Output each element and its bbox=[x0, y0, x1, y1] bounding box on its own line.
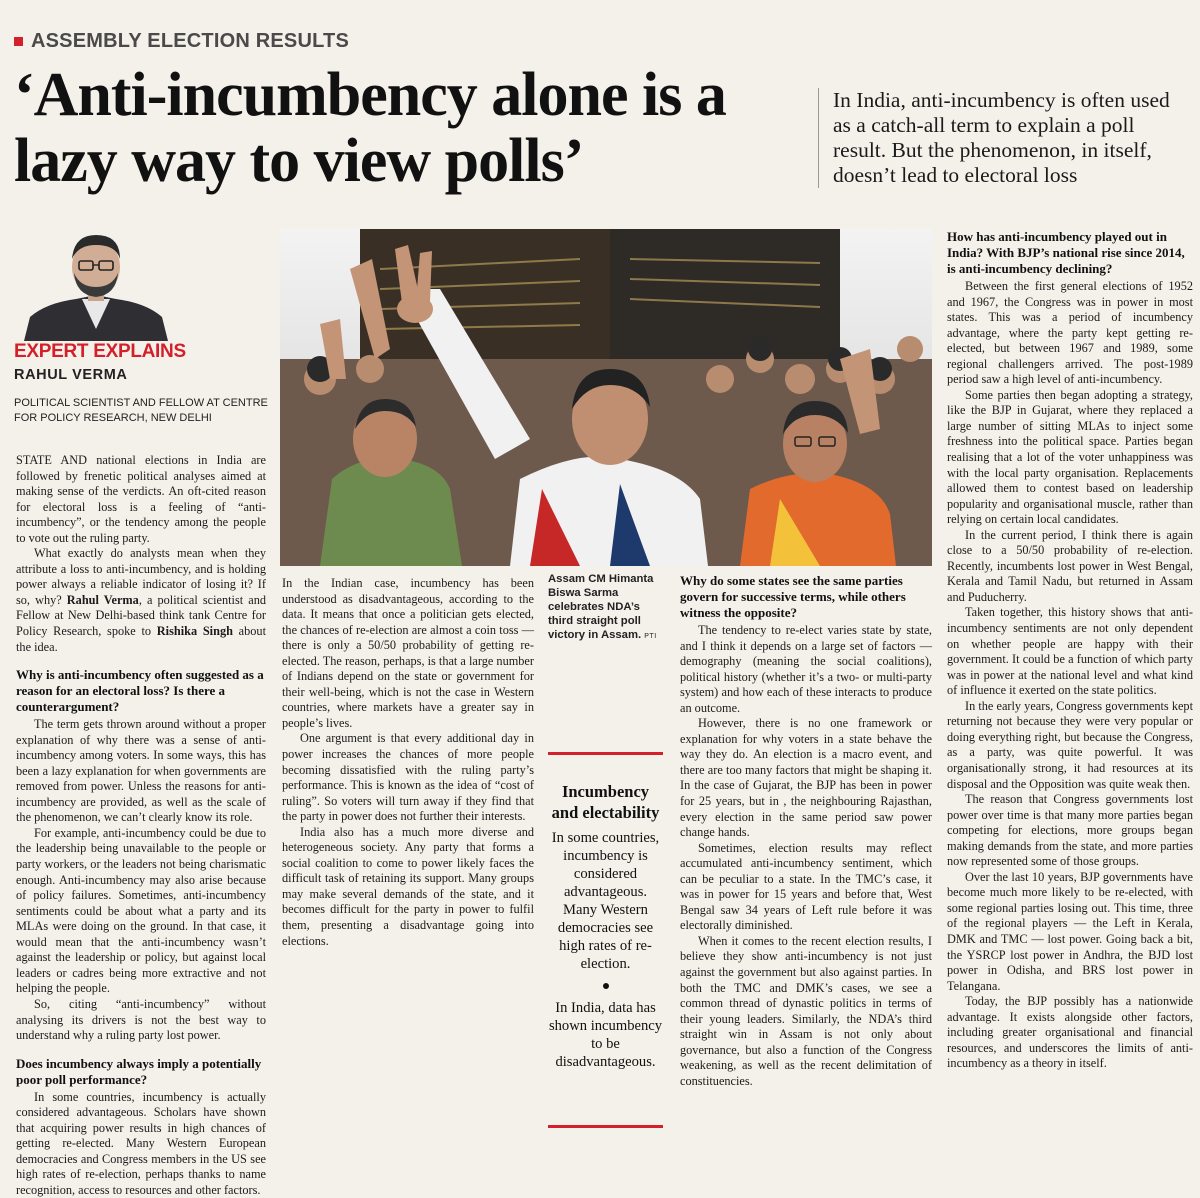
photo-credit: PTI bbox=[644, 633, 657, 640]
answer-4-paragraph-8: Today, the BJP possibly has a nationwide advantage. It exists alongside other factors, including greater organisational and financial resources, and underscores the limits of anti-incumbency as a theory in itself. bbox=[947, 994, 1193, 1071]
pull-quote-title: Incumbency and electability bbox=[551, 782, 660, 822]
kicker-square-icon bbox=[14, 37, 23, 46]
answer-2-paragraph-2: In the Indian case, incumbency has been understood as disadvantageous, according to the data. It means that once a politician gets elected, the chances of re-election are almost a coin toss — there is only a 50/50 probability of getting re-elected. The reason, perhaps, is that a large number of Indians depend on the state or government for their well-being, which is not the case in Western countries, where markets have a greater say in people’s lives. bbox=[282, 576, 534, 730]
answer-4-paragraph-6: The reason that Congress governments lost power over time is that many more parties began competing for elections, more groups began making demands from the state, and more parties now represented some of those groups. bbox=[947, 792, 1193, 869]
question-4: How has anti-incumbency played out in India? With BJP’s national rise since 2014, is anti-incumbency declining? bbox=[947, 229, 1185, 276]
headline: ‘Anti-incumbency alone is a lazy way to view polls’ bbox=[14, 61, 726, 195]
reporter-name: Rishika Singh bbox=[156, 624, 233, 639]
intro-paragraph-1: STATE AND national elections in India are followed by frenetic political analyses aimed at making sense of the verdicts. An oft-cited reason for electoral loss is a feeling of “anti-incumbency”, or the tendency among the people to vote out the ruling party. bbox=[16, 453, 266, 545]
answer-1-paragraph-1: The term gets thrown around without a proper explanation of why there was a sense of anti-incumbency among voters. In some ways, this has been a lazy explanation for when governments are removed from power. Unless the reasons for anti-incumbency are provided, as well as the scale of the phenomenon, we can’t clearly know its role. bbox=[16, 717, 266, 825]
author-portrait bbox=[16, 229, 266, 341]
main-photo bbox=[280, 229, 932, 566]
answer-3-paragraph-4: When it comes to the recent election results, I believe they show anti-incumbency is not just against the government but also against parties. In both the TMC and DMK’s cases, we see a common thread of dynastic politics in terms of their young leaders. Similarly, the NDA’s third straight win in Assam is not only about governance, but also a function of the Congress weakening, as well as the recent delimitation of constituencies. bbox=[680, 933, 932, 1088]
expert-name: Rahul Verma bbox=[66, 592, 139, 607]
author-role: POLITICAL SCIENTIST AND FELLOW AT CENTRE FOR POLICY RESEARCH, NEW DELHI bbox=[14, 397, 268, 424]
section-kicker bbox=[14, 30, 349, 53]
article-column-1 bbox=[16, 453, 266, 1198]
pull-quote-bottom-rule bbox=[548, 1125, 663, 1128]
answer-4-paragraph-5: In the early years, Congress governments kept returning not because they were very popular or doing everything right, but because the Congress, as a party, was quite powerful. It was organisationally strong, it had resources at its disposal and the Opposition was quite weak then. bbox=[947, 698, 1193, 791]
answer-3-paragraph-1: The tendency to re-elect varies state by state, and I think it depends on a large set of factors — demography (meaning the social coalitions), political history (whether it’s a two- or multi-party system) and how each of these interacts to produce an outcome. bbox=[680, 623, 932, 715]
answer-2-paragraph-4: India also has a much more diverse and heterogeneous society. Any party that forms a social coalition to come to power likely faces the difficult task of retaining its support. Many groups may make several demands of the state, and it becomes difficult for the party in power to fulfil them, presenting a disadvantage going into elections. bbox=[282, 824, 534, 948]
answer-4-paragraph-3: In the current period, I think there is again close to a 50/50 probability of re-election. Recently, incumbents lost power in West Bengal, Kerala and Tamil Nadu, but returned in Assam and Puducherry. bbox=[947, 527, 1193, 604]
kicker-label: ASSEMBLY ELECTION RESULTS bbox=[31, 30, 350, 52]
pull-quote-text-1: In some countries, incumbency is considered advantageous. Many Western democracies see high rates of re-election. bbox=[551, 830, 660, 972]
intro-paragraph-2: What exactly do analysts mean when they attribute a loss to anti-incumbency, and is holding power always a reliable indicator of losing it? If so, why? Rahul Verma, a political scientist and Fellow at New Delhi-based think tank Centre for Policy Research, spoke to Rishika Singh about the idea. bbox=[16, 546, 266, 654]
answer-4-paragraph-4: Taken together, this history shows that anti-incumbency sentiments are not only dependent on whether people are happy with their government. It could be a function of which party was in power at the national level and what kind of influence it exerted on the state politics. bbox=[947, 605, 1193, 698]
bullet-dot-icon bbox=[603, 983, 609, 989]
pull-quote-box bbox=[548, 752, 663, 1124]
answer-2-paragraph-3: One argument is that every additional day in power increases the chances of more people becoming dissatisfied with the ruling party’s performance. This is known as the idea of “cost of ruling”. So voters will turn away if they find that the party in power does not further their interests. bbox=[282, 731, 534, 824]
question-2: Does incumbency always imply a potentially poor poll performance? bbox=[16, 1055, 262, 1087]
answer-1-paragraph-3: So, citing “anti-incumbency” without analysing its drivers is not the best way to understand why a ruling party lost power. bbox=[16, 996, 266, 1043]
pull-quote-text-2: In India, data has shown incumbency to be disadvantageous. bbox=[548, 1000, 663, 1070]
article-column-4 bbox=[947, 229, 1193, 1072]
article-column-3 bbox=[680, 573, 932, 1089]
answer-3-paragraph-3: Sometimes, election results may reflect accumulated anti-incumbency sentiment, which can be peculiar to a state. In the TMC’s case, it was in power for 15 years and before that, West Bengal saw 34 years of Left rule before it was electorally diminished. bbox=[680, 840, 932, 933]
byline-label: EXPERT EXPLAINS bbox=[14, 341, 186, 362]
answer-2-paragraph-1: In some countries, incumbency is actually considered advantageous. Scholars have shown that acquiring power results in high chances of getting re-elected. Many Western European democracies and Congress members in the US see high rates of re-election, perhaps thanks to name recognition, access to resources and other factors. bbox=[16, 1089, 266, 1197]
question-1: Why is anti-incumbency often suggested as a reason for an electoral loss? Is there a counterargument? bbox=[16, 667, 264, 715]
photo-caption: Assam CM Himanta Biswa Sarma celebrates NDA’s third straight poll victory in Assam. PTI bbox=[548, 573, 657, 641]
answer-1-paragraph-2: For example, anti-incumbency could be due to the leadership being unavailable to the people or party workers, or the leaders not being charismatic enough. Anti-incumbency may also arise because of policy failures. Sometimes, anti-incumbency sentiments could be about what a party and its MLAs were doing on the ground. In that case, it would mean that the anti-incumbency wasn’t against the leadership or policy, but against local leaders or cadres being more extractive and not helping the people. bbox=[16, 825, 266, 996]
question-3: Why do some states see the same parties govern for successive terms, while others witness the opposite? bbox=[680, 573, 906, 620]
answer-4-paragraph-7: Over the last 10 years, BJP governments have become much more likely to be re-elected, with some regional parties losing out. This time, three of the regional players — the Left in Kerala, DMK and TMC — lost power. Going back a bit, the YSRCP lost power in Andhra, the BJD lost power in Odisha, and BRS lost power in Telangana. bbox=[947, 869, 1193, 993]
author-name: RAHUL VERMA bbox=[14, 367, 128, 383]
standfirst: In India, anti-incumbency is often used as a catch-all term to explain a poll result. But the phenomenon, in itself, doesn’t lead to electoral loss bbox=[818, 88, 1188, 188]
article-column-2 bbox=[282, 576, 534, 949]
answer-4-paragraph-2: Some parties then began adopting a strategy, like the BJP in Gujarat, where they replaced a large number of sitting MLAs to inject some freshness into the political space. Parties began realising that a lot of the voter unhappiness was with the local party organisation. Replacements allowed them to contest based on leadership popularity and organisational muscle, rather than relying on certain local candidates. bbox=[947, 387, 1193, 527]
answer-4-paragraph-1: Between the first general elections of 1952 and 1967, the Congress was in power in most states. This was a period of incumbency advantage, where the party kept getting re-elected, but between 1967 and 1989, some regional challengers arrived. The post-1989 period saw a high level of anti-incumbency. bbox=[947, 279, 1193, 387]
answer-3-paragraph-2: However, there is no one framework or explanation for why voters in a state behave the way they do. An election is a macro event, and there are too many factors that might be shaping it. In the case of Gujarat, the BJP has been in power for 25 years, but in , the neighbouring Rajasthan, every election in the same period saw power change hands. bbox=[680, 716, 932, 840]
